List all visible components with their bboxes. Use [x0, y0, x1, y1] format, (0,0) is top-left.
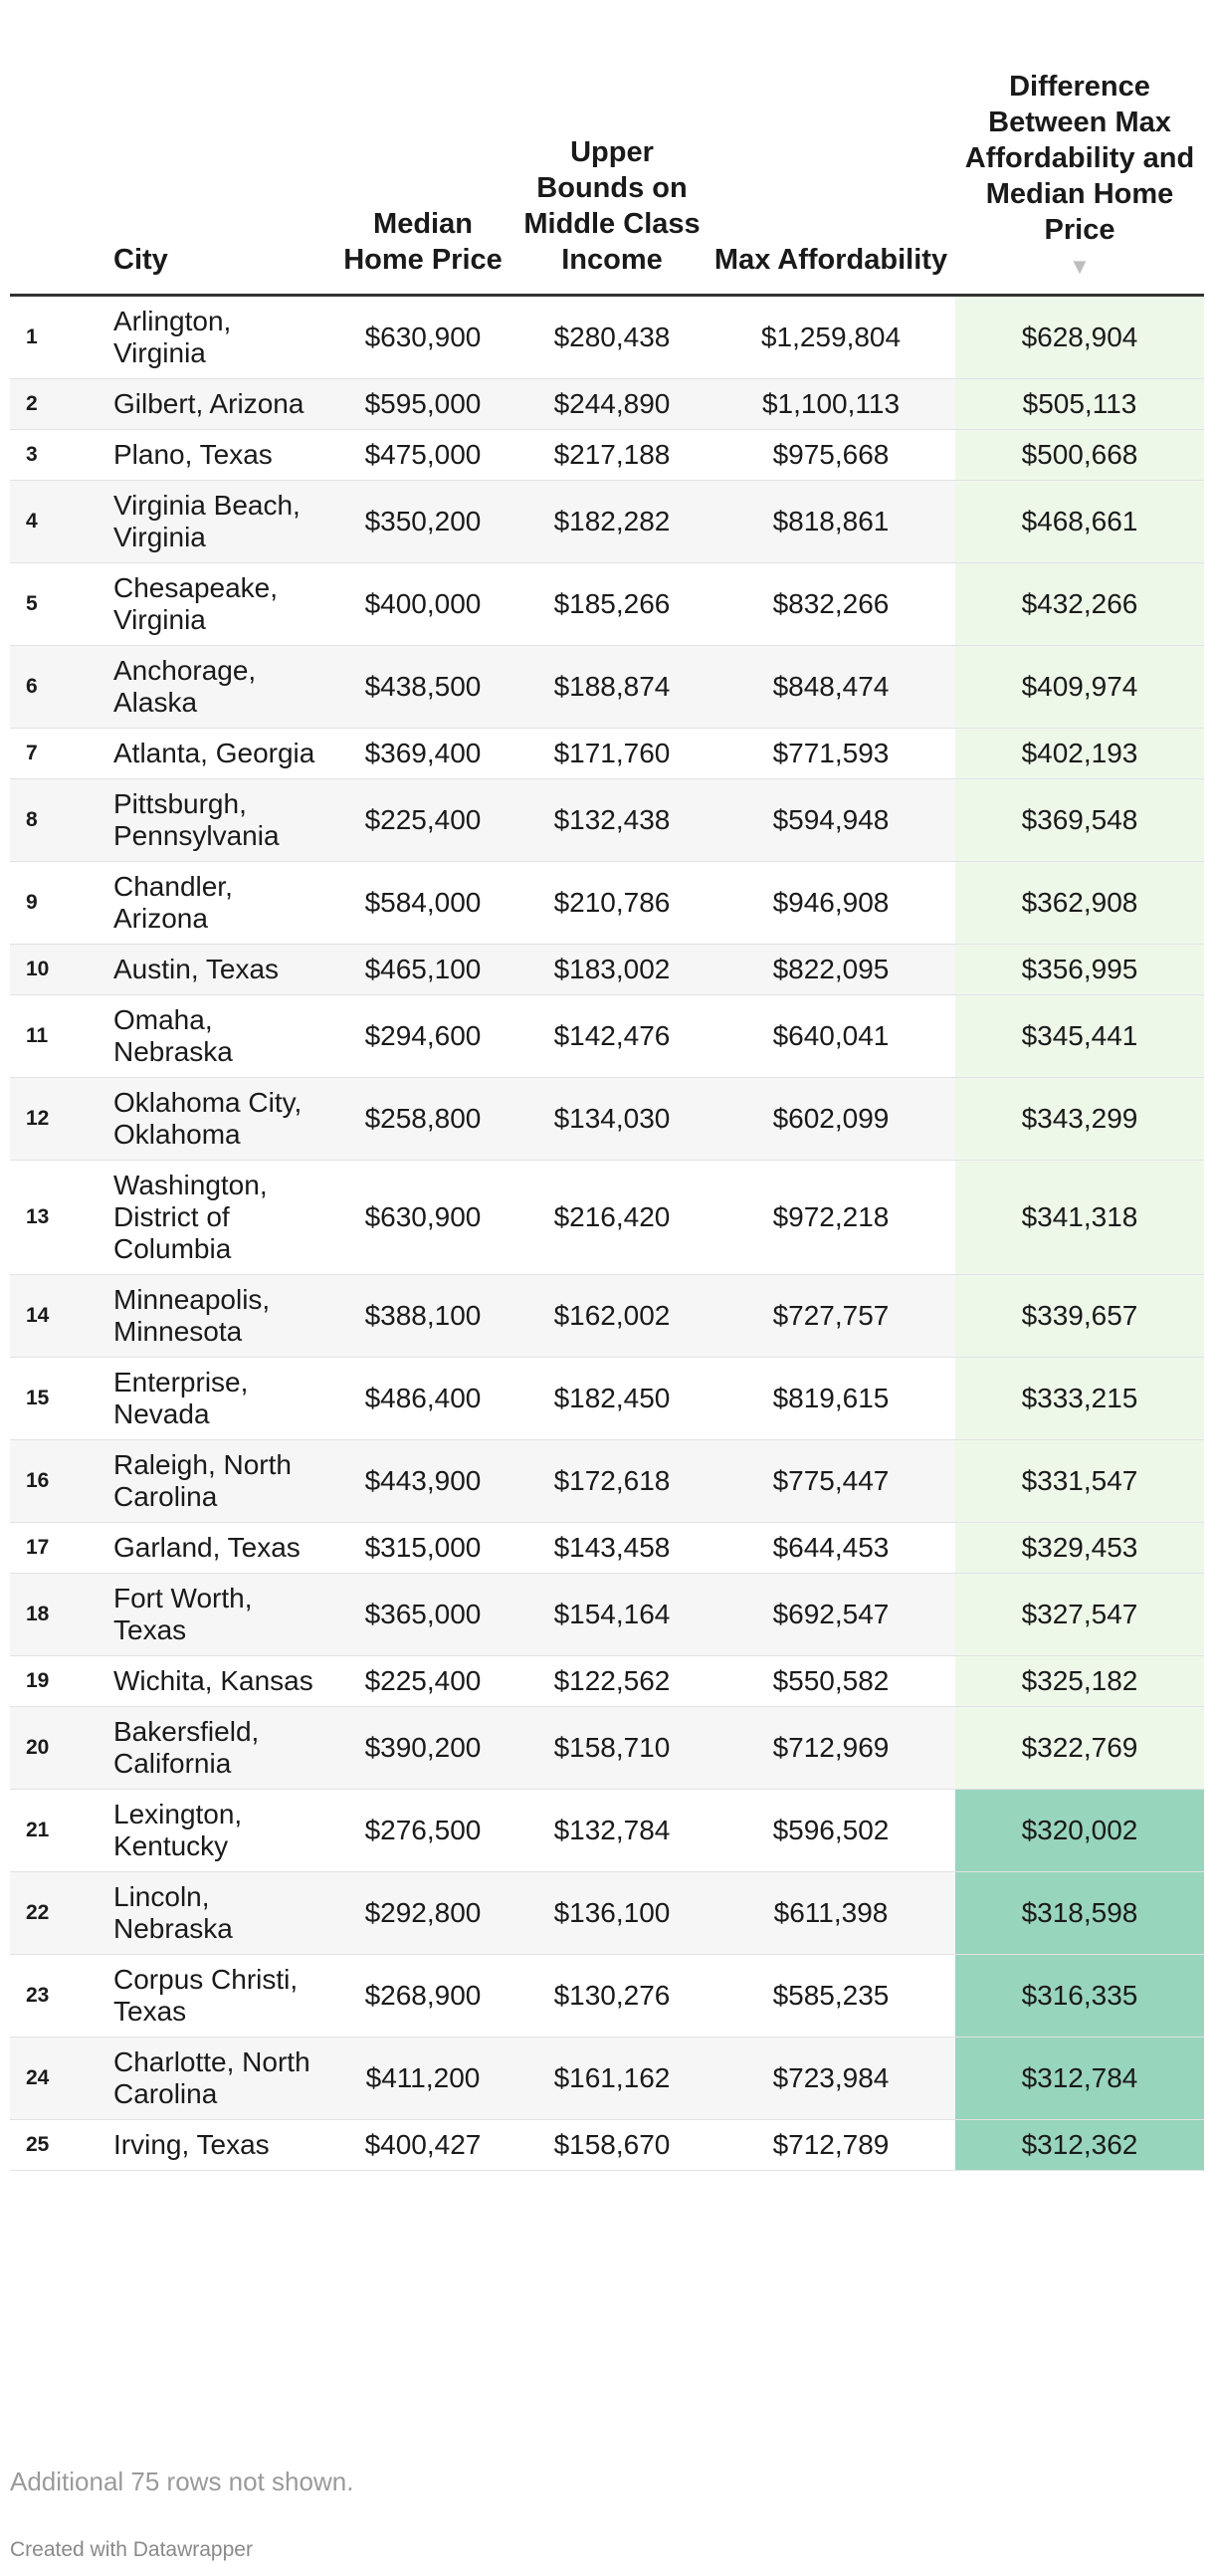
cell-max-affordability: $972,218 — [707, 1161, 955, 1275]
cell-upper-bounds: $172,618 — [517, 1440, 707, 1523]
header-median-label: Median Home Price — [343, 208, 503, 276]
table-row — [10, 1707, 1204, 1790]
cell-median-home-price: $350,200 — [328, 481, 517, 563]
cell-upper-bounds: $216,420 — [517, 1161, 707, 1275]
cell-upper-bounds: $132,438 — [517, 779, 707, 862]
cell-median-home-price: $486,400 — [328, 1358, 517, 1440]
cell-rank: 19 — [10, 1656, 109, 1707]
header-upper-label: Upper Bounds on Middle Class Income — [523, 136, 701, 276]
header-city[interactable] — [109, 0, 328, 296]
cell-difference: $318,598 — [955, 1872, 1204, 1955]
cell-rank: 11 — [10, 995, 109, 1078]
cell-difference: $327,547 — [955, 1574, 1204, 1656]
cell-rank: 16 — [10, 1440, 109, 1523]
cell-upper-bounds: $161,162 — [517, 2038, 707, 2120]
cell-median-home-price: $292,800 — [328, 1872, 517, 1955]
cell-rank: 24 — [10, 2038, 109, 2120]
cell-upper-bounds: $122,562 — [517, 1656, 707, 1707]
cell-upper-bounds: $280,438 — [517, 296, 707, 379]
cell-difference: $333,215 — [955, 1358, 1204, 1440]
cell-difference: $362,908 — [955, 862, 1204, 945]
cell-upper-bounds: $171,760 — [517, 729, 707, 779]
cell-max-affordability: $727,757 — [707, 1275, 955, 1358]
cell-median-home-price: $465,100 — [328, 945, 517, 995]
cell-max-affordability: $644,453 — [707, 1523, 955, 1574]
cell-city: Wichita, Kansas — [109, 1656, 328, 1707]
cell-city: Enterprise, Nevada — [109, 1358, 328, 1440]
cell-max-affordability: $723,984 — [707, 2038, 955, 2120]
cell-rank: 2 — [10, 379, 109, 430]
cell-median-home-price: $584,000 — [328, 862, 517, 945]
table-row — [10, 995, 1204, 1078]
cell-max-affordability: $712,969 — [707, 1707, 955, 1790]
cell-city: Chandler, Arizona — [109, 862, 328, 945]
cell-upper-bounds: $217,188 — [517, 430, 707, 481]
table-row — [10, 862, 1204, 945]
cell-city: Irving, Texas — [109, 2120, 328, 2171]
cell-upper-bounds: $142,476 — [517, 995, 707, 1078]
cell-rank: 9 — [10, 862, 109, 945]
cell-upper-bounds: $143,458 — [517, 1523, 707, 1574]
cell-upper-bounds: $134,030 — [517, 1078, 707, 1161]
table-row — [10, 1440, 1204, 1523]
cell-median-home-price: $443,900 — [328, 1440, 517, 1523]
cell-upper-bounds: $158,710 — [517, 1707, 707, 1790]
table-row — [10, 1358, 1204, 1440]
cell-max-affordability: $975,668 — [707, 430, 955, 481]
table-row — [10, 1574, 1204, 1656]
cell-city: Arlington, Virginia — [109, 296, 328, 379]
cell-median-home-price: $268,900 — [328, 1955, 517, 2038]
cell-median-home-price: $411,200 — [328, 2038, 517, 2120]
cell-city: Plano, Texas — [109, 430, 328, 481]
cell-rank: 25 — [10, 2120, 109, 2171]
table-row — [10, 1275, 1204, 1358]
cell-difference: $628,904 — [955, 296, 1204, 379]
table-row — [10, 779, 1204, 862]
cell-upper-bounds: $182,282 — [517, 481, 707, 563]
cell-difference: $505,113 — [955, 379, 1204, 430]
cell-median-home-price: $369,400 — [328, 729, 517, 779]
table-row — [10, 646, 1204, 729]
cell-city: Anchorage, Alaska — [109, 646, 328, 729]
cell-median-home-price: $630,900 — [328, 296, 517, 379]
cell-city: Corpus Christi, Texas — [109, 1955, 328, 2038]
cell-rank: 5 — [10, 563, 109, 646]
table-row — [10, 481, 1204, 563]
cell-max-affordability: $1,100,113 — [707, 379, 955, 430]
cell-upper-bounds: $210,786 — [517, 862, 707, 945]
table-row — [10, 379, 1204, 430]
cell-rank: 6 — [10, 646, 109, 729]
cell-max-affordability: $611,398 — [707, 1872, 955, 1955]
cell-rank: 14 — [10, 1275, 109, 1358]
cell-city: Omaha, Nebraska — [109, 995, 328, 1078]
cell-city: Lincoln, Nebraska — [109, 1872, 328, 1955]
cell-max-affordability: $822,095 — [707, 945, 955, 995]
table-row — [10, 1161, 1204, 1275]
sort-descending-icon: ▼ — [1069, 254, 1091, 279]
cell-upper-bounds: $183,002 — [517, 945, 707, 995]
cell-median-home-price: $365,000 — [328, 1574, 517, 1656]
table-row — [10, 296, 1204, 379]
cell-median-home-price: $400,427 — [328, 2120, 517, 2171]
cell-median-home-price: $400,000 — [328, 563, 517, 646]
cell-median-home-price: $258,800 — [328, 1078, 517, 1161]
cell-max-affordability: $585,235 — [707, 1955, 955, 2038]
cell-city: Chesapeake, Virginia — [109, 563, 328, 646]
header-upper-bounds[interactable] — [517, 0, 707, 296]
cell-upper-bounds: $154,164 — [517, 1574, 707, 1656]
table-row — [10, 1078, 1204, 1161]
cell-difference: $322,769 — [955, 1707, 1204, 1790]
cell-max-affordability: $640,041 — [707, 995, 955, 1078]
cell-city: Bakersfield, California — [109, 1707, 328, 1790]
header-city-label: City — [113, 244, 168, 276]
cell-rank: 3 — [10, 430, 109, 481]
cell-difference: $331,547 — [955, 1440, 1204, 1523]
cell-rank: 7 — [10, 729, 109, 779]
cell-rank: 4 — [10, 481, 109, 563]
table-notes: Additional 75 rows not shown. — [10, 2467, 354, 2496]
cell-rank: 22 — [10, 1872, 109, 1955]
cell-city: Austin, Texas — [109, 945, 328, 995]
cell-median-home-price: $475,000 — [328, 430, 517, 481]
table-row — [10, 945, 1204, 995]
cell-difference: $325,182 — [955, 1656, 1204, 1707]
cell-difference: $339,657 — [955, 1275, 1204, 1358]
cell-difference: $402,193 — [955, 729, 1204, 779]
cell-city: Garland, Texas — [109, 1523, 328, 1574]
cell-rank: 8 — [10, 779, 109, 862]
cell-upper-bounds: $132,784 — [517, 1790, 707, 1872]
cell-upper-bounds: $130,276 — [517, 1955, 707, 2038]
cell-median-home-price: $595,000 — [328, 379, 517, 430]
cell-difference: $341,318 — [955, 1161, 1204, 1275]
header-rank — [10, 0, 109, 296]
cell-max-affordability: $832,266 — [707, 563, 955, 646]
table-body — [10, 296, 1204, 2171]
table-row — [10, 563, 1204, 646]
data-table — [10, 0, 1204, 2171]
cell-max-affordability: $712,789 — [707, 2120, 955, 2171]
cell-difference: $343,299 — [955, 1078, 1204, 1161]
cell-max-affordability: $692,547 — [707, 1574, 955, 1656]
cell-difference: $369,548 — [955, 779, 1204, 862]
cell-median-home-price: $225,400 — [328, 779, 517, 862]
table-row — [10, 430, 1204, 481]
table-row — [10, 1523, 1204, 1574]
cell-difference: $345,441 — [955, 995, 1204, 1078]
table-header — [10, 0, 1204, 296]
cell-difference: $316,335 — [955, 1955, 1204, 2038]
table-row — [10, 2038, 1204, 2120]
table-row — [10, 2120, 1204, 2171]
header-row — [10, 0, 1204, 296]
cell-median-home-price: $276,500 — [328, 1790, 517, 1872]
cell-rank: 17 — [10, 1523, 109, 1574]
cell-median-home-price: $315,000 — [328, 1523, 517, 1574]
cell-median-home-price: $294,600 — [328, 995, 517, 1078]
cell-city: Washington, District of Columbia — [109, 1161, 328, 1275]
cell-difference: $312,362 — [955, 2120, 1204, 2171]
datawrapper-credit: Created with Datawrapper — [10, 2538, 253, 2561]
header-median-home-price[interactable] — [328, 0, 517, 296]
header-difference-label: Difference Between Max Affordability and Median Home Price — [964, 71, 1195, 246]
cell-upper-bounds: $188,874 — [517, 646, 707, 729]
cell-rank: 18 — [10, 1574, 109, 1656]
cell-rank: 13 — [10, 1161, 109, 1275]
header-difference[interactable] — [955, 0, 1204, 296]
cell-city: Raleigh, North Carolina — [109, 1440, 328, 1523]
cell-difference: $432,266 — [955, 563, 1204, 646]
cell-max-affordability: $596,502 — [707, 1790, 955, 1872]
cell-max-affordability: $848,474 — [707, 646, 955, 729]
cell-max-affordability: $946,908 — [707, 862, 955, 945]
cell-city: Gilbert, Arizona — [109, 379, 328, 430]
cell-city: Lexington, Kentucky — [109, 1790, 328, 1872]
cell-rank: 12 — [10, 1078, 109, 1161]
cell-city: Pittsburgh, Pennsylvania — [109, 779, 328, 862]
cell-max-affordability: $1,259,804 — [707, 296, 955, 379]
cell-upper-bounds: $182,450 — [517, 1358, 707, 1440]
cell-max-affordability: $771,593 — [707, 729, 955, 779]
cell-difference: $409,974 — [955, 646, 1204, 729]
cell-city: Oklahoma City, Oklahoma — [109, 1078, 328, 1161]
header-max-affordability[interactable] — [707, 0, 955, 296]
cell-max-affordability: $819,615 — [707, 1358, 955, 1440]
cell-rank: 23 — [10, 1955, 109, 2038]
cell-rank: 21 — [10, 1790, 109, 1872]
cell-max-affordability: $818,861 — [707, 481, 955, 563]
cell-max-affordability: $602,099 — [707, 1078, 955, 1161]
cell-rank: 15 — [10, 1358, 109, 1440]
table-row — [10, 1955, 1204, 2038]
table-row — [10, 1790, 1204, 1872]
cell-median-home-price: $225,400 — [328, 1656, 517, 1707]
cell-upper-bounds: $158,670 — [517, 2120, 707, 2171]
cell-max-affordability: $775,447 — [707, 1440, 955, 1523]
cell-max-affordability: $594,948 — [707, 779, 955, 862]
cell-city: Virginia Beach, Virginia — [109, 481, 328, 563]
cell-median-home-price: $438,500 — [328, 646, 517, 729]
table-container — [10, 0, 1204, 2171]
table-row — [10, 1656, 1204, 1707]
cell-city: Atlanta, Georgia — [109, 729, 328, 779]
cell-difference: $320,002 — [955, 1790, 1204, 1872]
cell-upper-bounds: $244,890 — [517, 379, 707, 430]
cell-difference: $312,784 — [955, 2038, 1204, 2120]
cell-rank: 10 — [10, 945, 109, 995]
cell-median-home-price: $390,200 — [328, 1707, 517, 1790]
header-max-label: Max Affordability — [713, 244, 948, 276]
cell-rank: 1 — [10, 296, 109, 379]
cell-upper-bounds: $136,100 — [517, 1872, 707, 1955]
cell-difference: $356,995 — [955, 945, 1204, 995]
cell-city: Minneapolis, Minnesota — [109, 1275, 328, 1358]
table-row — [10, 1872, 1204, 1955]
cell-median-home-price: $630,900 — [328, 1161, 517, 1275]
cell-rank: 20 — [10, 1707, 109, 1790]
cell-difference: $329,453 — [955, 1523, 1204, 1574]
cell-max-affordability: $550,582 — [707, 1656, 955, 1707]
cell-upper-bounds: $185,266 — [517, 563, 707, 646]
cell-difference: $468,661 — [955, 481, 1204, 563]
cell-difference: $500,668 — [955, 430, 1204, 481]
cell-upper-bounds: $162,002 — [517, 1275, 707, 1358]
cell-city: Fort Worth, Texas — [109, 1574, 328, 1656]
table-row — [10, 729, 1204, 779]
cell-city: Charlotte, North Carolina — [109, 2038, 328, 2120]
cell-median-home-price: $388,100 — [328, 1275, 517, 1358]
